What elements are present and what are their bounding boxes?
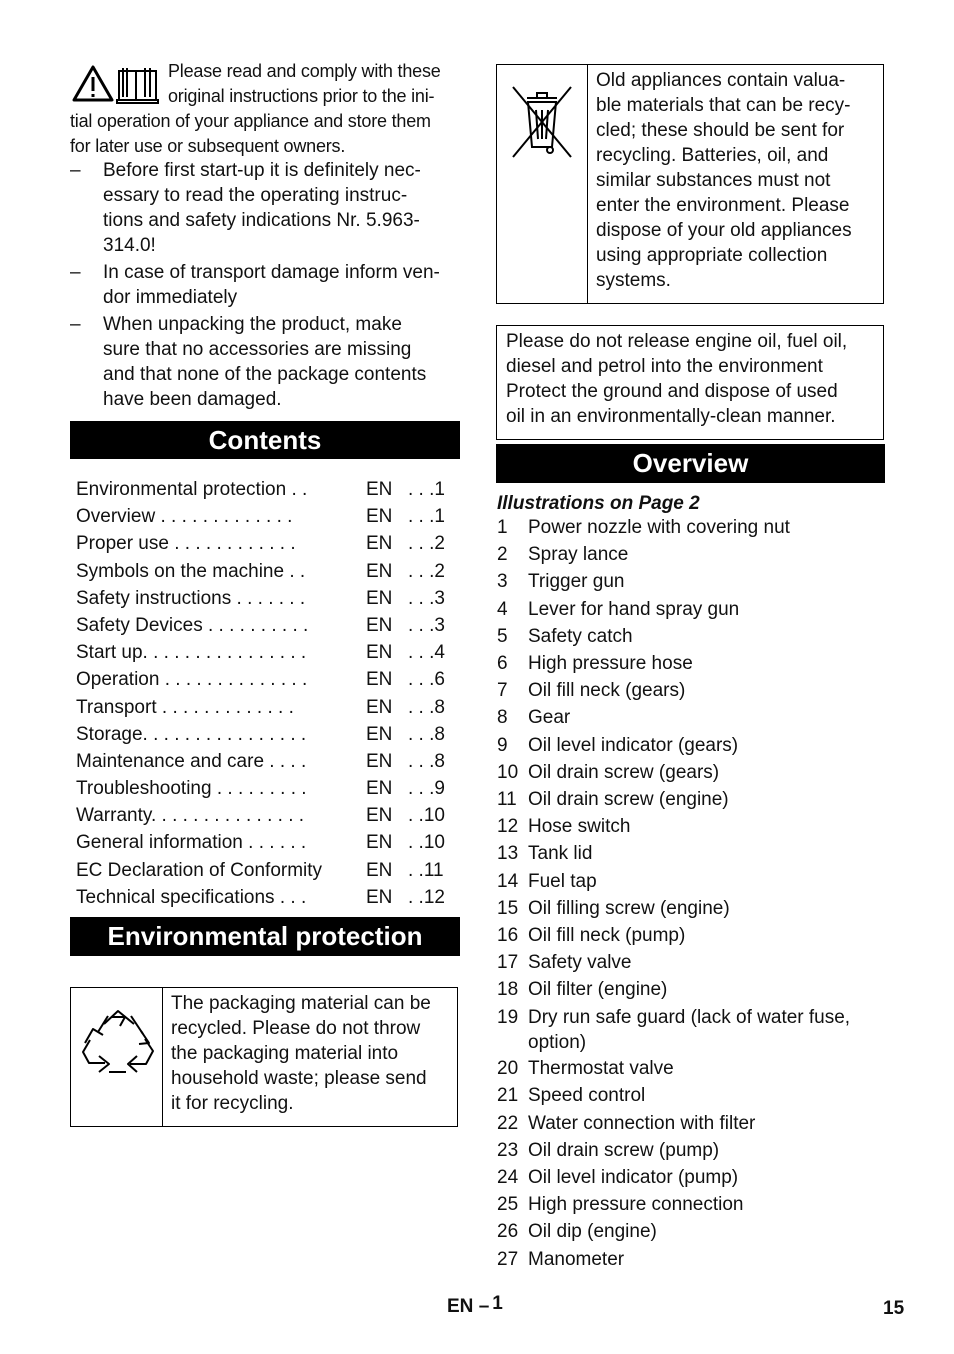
illustrations-reference: Illustrations on Page 2	[497, 493, 700, 514]
toc-row	[70, 829, 460, 856]
bullet-text-line: essary to read the operating instruc-	[103, 185, 408, 206]
footer-dash: –	[478, 1296, 490, 1317]
toc-entry-page: . . .2	[408, 533, 445, 555]
oil-notice-text-line: Protect the ground and dispose of used	[506, 381, 838, 402]
part-label: Safety valve	[528, 952, 632, 974]
old-appliances-text-line: dispose of your old appliances	[596, 220, 852, 241]
toc-entry-language: EN	[366, 832, 393, 854]
part-number: 16	[497, 925, 519, 946]
intro-text-line: original instructions prior to the ini-	[168, 86, 435, 106]
toc-entry-title: Proper use . . . . . . . . . . . .	[76, 533, 296, 555]
intro-text-line: Please read and comply with these	[168, 61, 441, 81]
toc-entry-page: . . .3	[408, 587, 445, 609]
part-number: 15	[497, 897, 519, 919]
bullet-text-line: In case of transport damage inform ven-	[103, 262, 440, 283]
toc-entry-page: . .12	[408, 886, 445, 908]
part-label: Oil fill neck (gears)	[528, 680, 686, 702]
part-label: Gear	[528, 707, 571, 729]
oil-notice-box	[496, 325, 884, 440]
toc-row	[70, 476, 460, 503]
toc-entry-language: EN	[366, 506, 393, 528]
part-number: 24	[497, 1166, 519, 1188]
toc-entry-page: . .10	[408, 805, 445, 827]
part-number: 13	[497, 843, 519, 865]
part-label: Trigger gun	[528, 571, 625, 593]
toc-entry-page: . . .8	[408, 696, 445, 718]
bullet-text-line: and that none of the package contents	[103, 364, 427, 385]
toc-entry-language: EN	[366, 805, 393, 827]
toc-entry-language: EN	[366, 696, 393, 718]
toc-entry-language: EN	[366, 479, 393, 500]
part-label: Oil filter (engine)	[528, 979, 668, 1001]
toc-entry-title: Environmental protection . .	[76, 479, 308, 500]
toc-entry-language: EN	[366, 560, 393, 582]
part-label: Safety catch	[528, 625, 633, 647]
bullet-dash: –	[70, 262, 81, 283]
toc-row	[70, 639, 460, 666]
part-number: 8	[497, 707, 508, 729]
page-number: 15	[883, 1298, 905, 1319]
toc-entry-title: Technical specifications . . .	[76, 886, 307, 908]
oil-notice-text-line: oil in an environmentally-clean manner.	[506, 406, 836, 427]
part-label: Lever for hand spray gun	[528, 598, 740, 620]
intro-icons	[72, 64, 162, 104]
warning-triangle-icon	[74, 67, 112, 100]
toc-row	[70, 503, 460, 530]
toc-row	[70, 530, 460, 557]
part-label: Thermostat valve	[528, 1058, 674, 1080]
toc-entry-page: . . .6	[408, 669, 445, 691]
toc-entry-page: . . .1	[408, 479, 445, 500]
toc-entry-page: . . .8	[408, 723, 445, 745]
toc-entry-language: EN	[366, 886, 393, 908]
part-label: option)	[528, 1031, 587, 1053]
toc-row	[70, 802, 460, 829]
toc-entry-language: EN	[366, 859, 393, 881]
footer-section-label	[447, 1293, 503, 1318]
toc-row	[70, 612, 460, 639]
intro-text-line: for later use or subsequent owners.	[70, 136, 346, 156]
toc-row	[70, 748, 460, 775]
toc-row	[70, 721, 460, 748]
manual-book-icon	[117, 68, 158, 103]
toc-row	[70, 775, 460, 802]
part-number: 11	[497, 789, 517, 810]
part-label: Spray lance	[528, 544, 629, 566]
old-appliances-icon-cell	[497, 65, 588, 303]
toc-entry-page: . . .4	[408, 642, 445, 664]
toc-entry-title: Start up. . . . . . . . . . . . . . . .	[76, 642, 307, 664]
toc-entry-title: Troubleshooting . . . . . . . . .	[76, 778, 307, 800]
packaging-text-line: The packaging material can be	[171, 993, 431, 1014]
overview-heading: Overview	[496, 444, 885, 483]
part-label: Oil level indicator (pump)	[528, 1166, 739, 1188]
toc-entry-page: . .10	[408, 832, 445, 854]
part-label: Oil drain screw (gears)	[528, 761, 720, 783]
bullet-text-line: have been damaged.	[103, 389, 282, 410]
toc-entry-language: EN	[366, 642, 393, 664]
toc-entry-language: EN	[366, 587, 393, 609]
bullet-dash: –	[70, 314, 81, 335]
toc-row	[70, 585, 460, 612]
packaging-text-line: recycled. Please do not throw	[171, 1018, 421, 1039]
crossed-bin-icon	[497, 65, 587, 303]
environmental-protection-heading: Environmental protection	[70, 917, 460, 956]
part-number: 18	[497, 979, 519, 1001]
old-appliances-text-line: ble materials that can be recy-	[596, 95, 851, 116]
bullet-text-line: sure that no accessories are missing	[103, 339, 412, 360]
oil-notice-text-line: Please do not release engine oil, fuel oil,	[506, 331, 848, 352]
part-number: 19	[497, 1006, 519, 1028]
toc-entry-title: Overview . . . . . . . . . . . . .	[76, 506, 293, 528]
part-label: Oil drain screw (pump)	[528, 1139, 720, 1161]
intro-bullet	[70, 158, 460, 258]
part-label: Speed control	[528, 1085, 646, 1107]
table-of-contents	[70, 476, 460, 911]
part-label: Oil drain screw (engine)	[528, 789, 729, 810]
part-label: Fuel tap	[528, 870, 597, 892]
old-appliances-text-line: systems.	[596, 270, 671, 291]
part-number: 1	[497, 517, 508, 538]
intro-bullet	[70, 260, 460, 310]
part-label: Oil dip (engine)	[528, 1221, 657, 1243]
old-appliances-text-line: Old appliances contain valua-	[596, 70, 846, 91]
toc-entry-title: Symbols on the machine . .	[76, 560, 306, 582]
toc-entry-title: Operation . . . . . . . . . . . . . .	[76, 669, 308, 691]
part-number: 17	[497, 952, 519, 974]
part-label: Oil level indicator (gears)	[528, 734, 739, 756]
toc-entry-title: Transport . . . . . . . . . . . . .	[76, 696, 294, 718]
toc-row	[70, 694, 460, 721]
toc-row	[70, 558, 460, 585]
part-number: 6	[497, 653, 508, 674]
part-number: 4	[497, 598, 508, 620]
bullet-text-line: dor immediately	[103, 287, 238, 308]
toc-entry-language: EN	[366, 750, 393, 772]
old-appliances-text-line: using appropriate collection	[596, 245, 828, 266]
contents-heading: Contents	[70, 421, 460, 459]
part-label: Tank lid	[528, 843, 593, 865]
toc-row	[70, 857, 460, 884]
packaging-notice-box	[70, 987, 458, 1127]
part-number: 22	[497, 1112, 519, 1134]
toc-entry-title: EC Declaration of Conformity	[76, 859, 323, 881]
toc-entry-title: Storage. . . . . . . . . . . . . . . .	[76, 723, 307, 745]
toc-entry-title: General information . . . . . .	[76, 832, 307, 854]
toc-entry-language: EN	[366, 669, 393, 691]
recycling-icon	[71, 988, 162, 1126]
oil-notice-text-line: diesel and petrol into the environment	[506, 356, 823, 377]
toc-entry-page: . . .2	[408, 560, 445, 582]
packaging-text-line: it for recycling.	[171, 1093, 294, 1114]
toc-entry-title: Safety Devices . . . . . . . . . .	[76, 614, 309, 636]
part-label: Manometer	[528, 1248, 625, 1270]
part-number: 10	[497, 761, 519, 783]
part-number: 21	[497, 1085, 519, 1107]
part-number: 27	[497, 1248, 519, 1270]
part-number: 23	[497, 1139, 519, 1161]
intro-bullet	[70, 312, 460, 412]
toc-row	[70, 666, 460, 693]
part-label: Hose switch	[528, 816, 631, 838]
part-number: 20	[497, 1058, 519, 1080]
toc-entry-language: EN	[366, 723, 393, 745]
old-appliances-text-line: recycling. Batteries, oil, and	[596, 145, 829, 166]
part-number: 9	[497, 734, 508, 756]
part-label: High pressure hose	[528, 653, 693, 674]
toc-row	[70, 884, 460, 911]
part-label: Water connection with filter	[528, 1112, 756, 1134]
toc-entry-page: . .11	[408, 859, 444, 881]
packaging-text-line: household waste; please send	[171, 1068, 427, 1089]
toc-entry-title: Maintenance and care . . . .	[76, 750, 307, 772]
footer-section-page: 1	[492, 1293, 503, 1314]
part-number: 12	[497, 816, 519, 838]
part-number: 7	[497, 680, 508, 702]
bullet-text-line: tions and safety indications Nr. 5.963-	[103, 210, 420, 231]
toc-entry-page: . . .8	[408, 750, 445, 772]
toc-entry-title: Warranty. . . . . . . . . . . . . . .	[76, 805, 305, 827]
old-appliances-box	[496, 64, 884, 304]
toc-entry-page: . . .3	[408, 614, 445, 636]
part-label: High pressure connection	[528, 1194, 744, 1216]
toc-entry-language: EN	[366, 614, 393, 636]
bullet-text-line: Before first start-up it is definitely nec-	[103, 160, 421, 181]
toc-entry-language: EN	[366, 778, 393, 800]
toc-entry-page: . . .9	[408, 778, 445, 800]
part-number: 14	[497, 870, 519, 892]
part-label: Oil fill neck (pump)	[528, 925, 686, 946]
part-number: 3	[497, 571, 508, 593]
packaging-text-line: the packaging material into	[171, 1043, 399, 1064]
part-label: Power nozzle with covering nut	[528, 517, 790, 538]
footer-language: EN	[447, 1296, 474, 1317]
part-number: 2	[497, 544, 508, 566]
part-number: 26	[497, 1221, 519, 1243]
bullet-text-line: When unpacking the product, make	[103, 314, 402, 335]
part-label: Oil filling screw (engine)	[528, 897, 730, 919]
bullet-dash: –	[70, 160, 81, 181]
part-label: Dry run safe guard (lack of water fuse,	[528, 1006, 851, 1028]
old-appliances-text-line: cled; these should be sent for	[596, 120, 845, 141]
part-number: 5	[497, 625, 508, 647]
bullet-text-line: 314.0!	[103, 235, 156, 256]
toc-entry-page: . . .1	[408, 506, 445, 528]
toc-entry-language: EN	[366, 533, 393, 555]
packaging-icon-cell	[71, 988, 163, 1126]
part-number: 25	[497, 1194, 519, 1216]
old-appliances-text-line: similar substances must not	[596, 170, 831, 191]
intro-text-line: tial operation of your appliance and store them	[70, 111, 431, 131]
toc-entry-title: Safety instructions . . . . . . .	[76, 587, 306, 609]
old-appliances-text-line: enter the environment. Please	[596, 195, 850, 216]
